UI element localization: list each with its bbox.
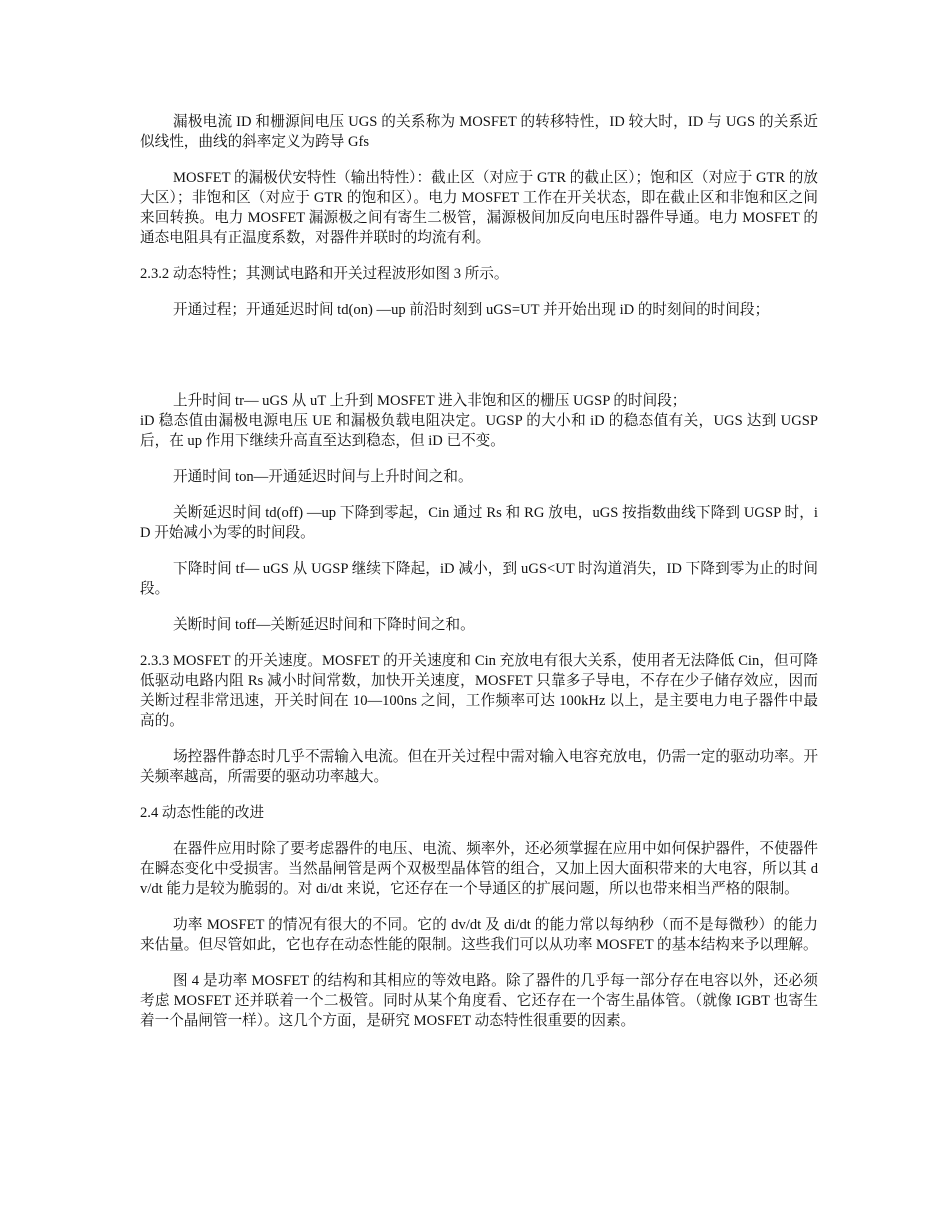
document-page — [140, 112, 818, 1031]
paragraph-fall-time: 下降时间 tf— uGS 从 UGSP 继续下降起，iD 减小，到 uGS<UT 时沟道消失，ID 下降到零为止的时间段。 — [140, 561, 818, 597]
paragraph-id-steady-state: iD 稳态值由漏极电源电压 UE 和漏极负载电阻决定。UGSP 的大小和 iD 的稳态值有关，UGS 达到 UGSP 后，在 up 作用下继续升高直至达到稳态，但 iD 已不变。 — [140, 413, 818, 449]
section-heading-2-4: 2.4 动态性能的改进 — [140, 805, 265, 821]
paragraph-device-protection: 在器件应用时除了要考虑器件的电压、电流、频率外，还必须掌握在应用中如何保护器件，不使器件在瞬态变化中受损害。当然晶闸管是两个双极型晶体管的组合，又加上因大面积带来的大电容，所以其 dv/dt 能力是较为脆弱的。对 di/dt 来说，它还存在一个导通区的扩展问题，所以也带来相当严格的限制。 — [140, 841, 818, 897]
paragraph-turn-on-delay: 开通过程；开通延迟时间 td(on) —up 前沿时刻到 uGS=UT 并开始出现 iD 的时刻间的时间段； — [173, 302, 770, 318]
paragraph-drive-power: 场控器件静态时几乎不需输入电流。但在开关过程中需对输入电容充放电，仍需一定的驱动功率。开关频率越高，所需要的驱动功率越大。 — [140, 749, 818, 785]
paragraph-transfer-characteristic: 漏极电流 ID 和栅源间电压 UGS 的关系称为 MOSFET 的转移特性，ID 较大时，ID 与 UGS 的关系近似线性，曲线的斜率定义为跨导 Gfs — [140, 114, 818, 150]
paragraph-turn-off-time: 关断时间 toff—关断延迟时间和下降时间之和。 — [173, 617, 475, 633]
section-heading-2-3-3: 2.3.3 MOSFET 的开关速度。MOSFET 的开关速度和 Cin 充放电有很大关系，使用者无法降低 Cin，但可降低驱动电路内阻 Rs 减小时间常数，加快开关速度，MOSFET 只靠多子导电，不存在少子储存效应，因而关断过程非常迅速，开关时间在 10—100ns 之间，工作频率可达 100kHz 以上，是主要电力电子器件中最高的。 — [140, 653, 818, 729]
paragraph-mosfet-dvdt: 功率 MOSFET 的情况有很大的不同。它的 dv/dt 及 di/dt 的能力常以每纳秒（而不是每微秒）的能力来估量。但尽管如此，它也存在动态性能的限制。这些我们可以从功率 MOSFET 的基本结构来予以理解。 — [140, 917, 818, 953]
section-heading-2-3-2: 2.3.2 动态特性；其测试电路和开关过程波形如图 3 所示。 — [140, 266, 509, 282]
paragraph-output-characteristic: MOSFET 的漏极伏安特性（输出特性）：截止区（对应于 GTR 的截止区）；饱和区（对应于 GTR 的放大区）；非饱和区（对应于 GTR 的饱和区）。电力 MOSFET 工作在开关状态，即在截止区和非饱和区之间来回转换。电力 MOSFET 漏源极之间有寄生二极管，漏源极间加反向电压时器件导通。电力 MOSFET 的通态电阻具有正温度系数，对器件并联时的均流有利。 — [140, 170, 818, 246]
paragraph-figure-4: 图 4 是功率 MOSFET 的结构和其相应的等效电路。除了器件的几乎每一部分存在电容以外，还必须考虑 MOSFET 还并联着一个二极管。同时从某个角度看、它还存在一个寄生晶体管。（就像 IGBT 也寄生着一个晶闸管一样）。这几个方面，是研究 MOSFET 动态特性很重要的因素。 — [140, 973, 818, 1029]
paragraph-turn-off-delay: 关断延迟时间 td(off) —up 下降到零起，Cin 通过 Rs 和 RG 放电，uGS 按指数曲线下降到 UGSP 时，iD 开始减小为零的时间段。 — [140, 505, 818, 541]
paragraph-turn-on-time: 开通时间 ton—开通延迟时间与上升时间之和。 — [173, 469, 473, 485]
paragraph-rise-time: 上升时间 tr— uGS 从 uT 上升到 MOSFET 进入非饱和区的栅压 UGSP 的时间段； — [173, 393, 687, 409]
